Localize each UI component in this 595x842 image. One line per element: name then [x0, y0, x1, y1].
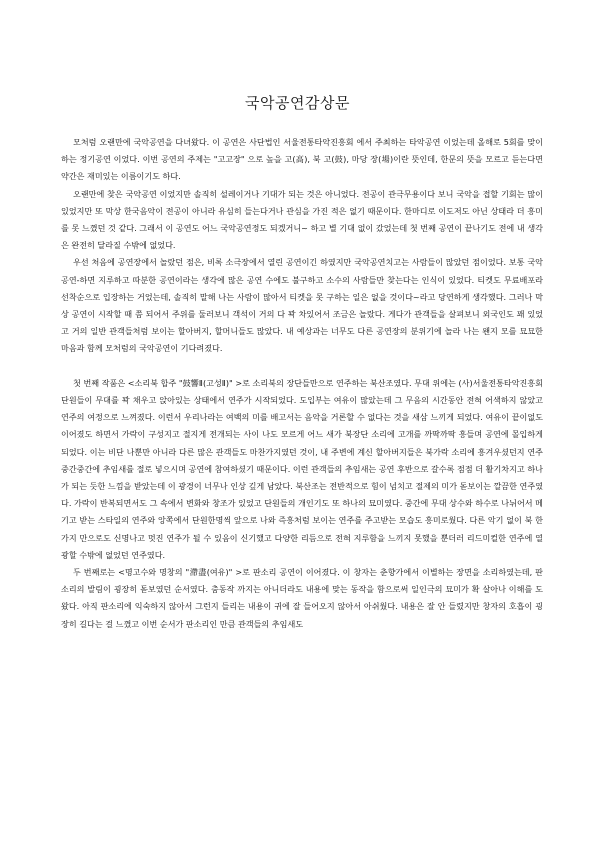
paragraph-expectation: 오랜만에 찾은 국악공연 이었지만 솔직히 설레이거나 기대가 되는 것은 아니었다. 전공이 관극무용이다 보니 국악을 접할 기회는 많이 있었지만 또 막상 한국음악이 전공이 아니라 유심히 들는다거나 관심을 가진 적은 없기 때문이다. 한마디로 이도저도 아닌 상태라 더 흥미를 못 느꼈던 것 같다. 그래서 이 공연도 어느 국악공연정도 되겠거니~ 하고 별 기대 없이 갔었는데 첫 번째 공연이 끝나기도 전에 내 생각은 완전히 달라질 수밖에 없었다. [61, 188, 543, 251]
document-title: 국악공연감상문 [245, 94, 350, 112]
document-body [61, 134, 543, 633]
paragraph-venue: 우선 처음에 공연장에서 놀랐던 점은, 비록 소극장에서 열린 공연이긴 하였지만 국악공연치고는 사람들이 많았던 점이었다. 보통 국악공연-하면 지루하고 따분한 공연이라는 생각에 많은 공연 수에도 불구하고 소수의 사람들만 찾는다는 인식이 있었다. 티켓도 무료배포라 선착순으로 입장하는 거었는데, 솔직히 말해 나는 사람이 많아서 티켓을 못 구하는 일은 없을 것이다~라고 당연하게 생각했다. 그러나 막상 공연이 시작할 때 쯤 되어서 주위를 둘러보니 객석이 거의 다 꽉 차있어서 조금은 놀랐다. 게다가 관객들을 살펴보니 외국인도 꽤 있었고 거의 일반 관객들처럼 보이는 할아버지, 할머니들도 많았다. 내 예상과는 너무도 다른 공연장의 분위기에 놀라 나는 왠지 모를 묘묘한 마음과 함께 모처럼의 국악공연이 기다려졌다. [61, 257, 543, 354]
paragraph-second-piece: 두 번째로는 <명고수와 명창의 "滯盡(여유)" >로 판소리 공연이 이어졌다. 이 창자는 춘향가에서 이별하는 장면을 소리하였는데, 판소리의 발림이 굉장히 돋보였던 순서였다. 춤동작 까지는 아니더라도 내용에 맞는 동작을 함으로써 일인극의 묘미가 확 살아나 이해를 도왔다. 아직 판소리에 익숙하지 않아서 그런지 들리는 내용이 귀에 잘 들어오지 않아서 아쉬웠다. 내용은 잘 안 들렸지만 창자의 호흡이 굉장히 길다는 걸 느꼈고 이번 순서가 판소리인 만큼 관객들의 추임새도 [61, 567, 543, 629]
paragraph-first-piece: 첫 번째 작품은 <소리북 합주 "鼓響Ⅱ(고성Ⅱ)" >로 소리북의 장단들만으로 연주하는 북산조였다. 무대 위에는 (사)서울전통타악진흥회 단원들이 무대를 꽉 채우고 앉아있는 상태에서 연주가 시작되었다. 도입부는 여유이 많았는데 그 무음의 시간동안 전혀 어색하지 않았고 연주의 여정으로 느껴졌다. 이런서 우리나라는 여백의 미를 배고서는 음악을 거론할 수 없다는 것을 새삼 느끼게 되었다. 여유이 끝이없도 이어졌도 하면서 가락이 구성지고 절지게 전개되는 사이 나도 모르게 어느 새가 북장단 소리에 고개를 까딱까딱 흥들며 공연에 몰입하게 되었다. 이는 비단 나뿐만 아니라 다른 많은 관객들도 마찬가지였던 것이, 내 주변에 계신 할아버지들은 북가락 소리에 흥겨우셨던지 연주 중간중간에 추임새를 절로 넣으시며 공연에 참여하셨기 때문이다. 이런 관객들의 추임새는 공연 후반으로 갈수록 점점 더 활기차지고 하나가 되는 듯한 느낌을 받았는데 이 광경이 너무나 인상 깊게 남았다. 북산조는 전반적으로 힘이 넘치고 절제의 미가 돋보이는 깔끔한 연주였다. 가락이 반복되면서도 그 속에서 변화와 창조가 있었고 단원들의 개인기도 또 하나의 묘미였다. 중간에 무대 상수와 하수로 나뉘어서 메기고 받는 스타일의 연주와 앙쪽에서 단원한명씩 앞으로 나와 즉흥처럼 보이는 연주를 주고받는 모습도 흥미로웠다. 다른 악기 없이 북 한 가지 만으로도 신명나고 멋진 연주가 될 수 있음이 신기했고 다양한 리듬으로 전혀 지루함을 느끼지 못했을 뿐더러 리드미컬한 연주에 열광할 수밖에 없었던 연주였다. [61, 377, 543, 560]
paragraph-intro: 모처럼 오랜만에 국악공연을 다녀왔다. 이 공연은 사단법인 서울전통타악진흥회 에서 주최하는 타악공연 이었는데 올해로 5회를 맞이하는 정기공연 이었다. 이번 공연의 주제는 "고고장" 으로 높을 고(高), 북 고(鼓), 마당 장(場)이란 뜻인데, 한문의 뜻을 모르고 듣는다면 약간은 재미있는 이름이기도 하다. [61, 137, 543, 182]
